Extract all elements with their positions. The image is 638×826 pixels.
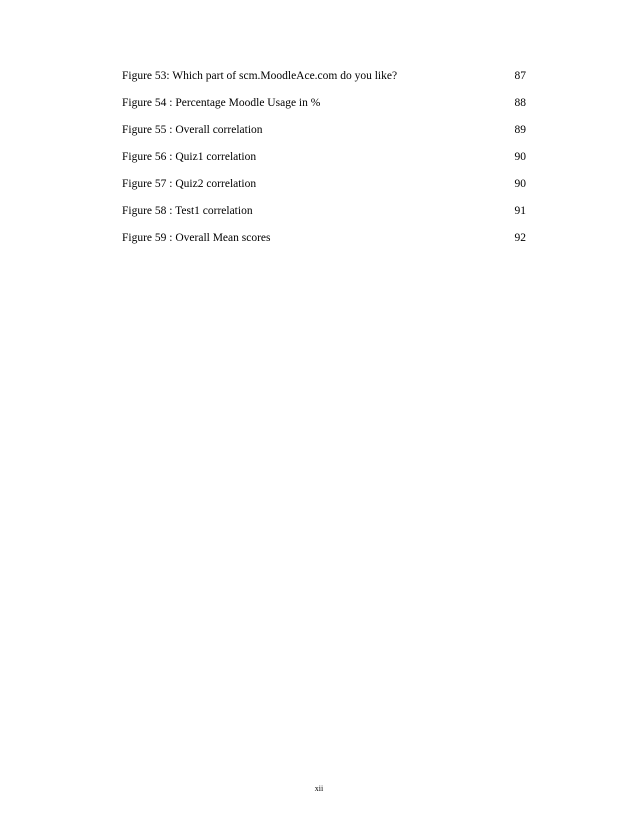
toc-entry-page: 87	[514, 70, 526, 82]
toc-entry-title: Figure 53: Which part of scm.MoodleAce.com do you like?	[122, 70, 398, 82]
toc-entry-title: Figure 58 : Test1 correlation	[122, 205, 253, 217]
toc-entry-page: 92	[514, 232, 526, 244]
list-of-figures	[122, 67, 526, 256]
toc-entry-title: Figure 59 : Overall Mean scores	[122, 232, 271, 244]
toc-entry-figure-53	[122, 67, 526, 94]
toc-entry-title: Figure 54 : Percentage Moodle Usage in %	[122, 97, 321, 109]
toc-entry-title: Figure 57 : Quiz2 correlation	[122, 178, 257, 190]
toc-entry-figure-57	[122, 175, 526, 202]
toc-entry-page: 90	[514, 151, 526, 163]
toc-entry-figure-54	[122, 94, 526, 121]
page-number: xii	[314, 784, 324, 793]
toc-entry-figure-55	[122, 121, 526, 148]
toc-entry-page: 90	[514, 178, 526, 190]
toc-entry-figure-56	[122, 148, 526, 175]
toc-entry-page: 91	[514, 205, 526, 217]
toc-entry-title: Figure 55 : Overall correlation	[122, 124, 263, 136]
toc-entry-figure-59	[122, 229, 526, 256]
toc-entry-page: 88	[514, 97, 526, 109]
toc-entry-page: 89	[514, 124, 526, 136]
toc-entry-figure-58	[122, 202, 526, 229]
toc-entry-title: Figure 56 : Quiz1 correlation	[122, 151, 257, 163]
